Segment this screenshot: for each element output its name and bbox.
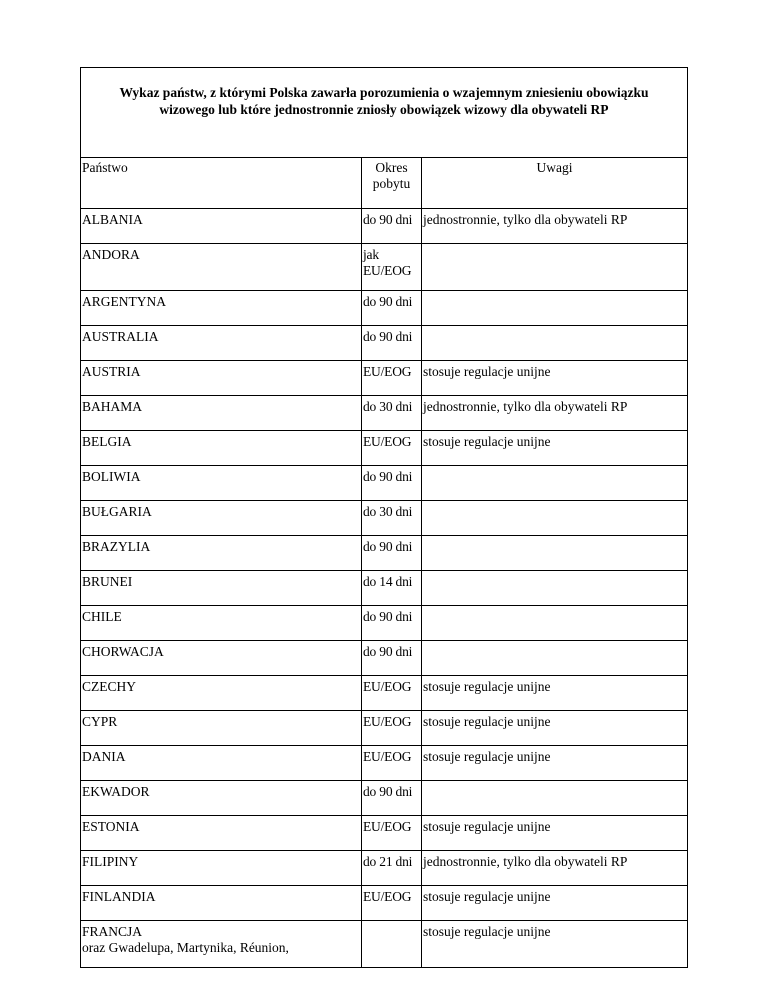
table-row — [81, 291, 688, 326]
country-name: BELGIA — [82, 434, 132, 449]
notes-cell: jednostronnie, tylko dla obywateli RP — [422, 209, 688, 244]
notes-cell — [422, 571, 688, 606]
table-row — [81, 746, 688, 781]
table-row — [81, 711, 688, 746]
title-row — [81, 68, 688, 158]
notes-cell: stosuje regulacje unijne — [422, 431, 688, 466]
country-cell — [81, 466, 362, 501]
country-cell — [81, 396, 362, 431]
table-row — [81, 886, 688, 921]
country-name: AUSTRIA — [82, 364, 141, 379]
period-cell: do 30 dni — [362, 501, 422, 536]
period-cell: EU/EOG — [362, 886, 422, 921]
country-cell — [81, 746, 362, 781]
country-cell — [81, 361, 362, 396]
table-row — [81, 244, 688, 291]
country-name: FILIPINY — [82, 854, 139, 869]
country-name: ARGENTYNA — [82, 294, 166, 309]
notes-cell: stosuje regulacje unijne — [422, 816, 688, 851]
period-cell: do 90 dni — [362, 466, 422, 501]
country-cell — [81, 606, 362, 641]
notes-cell — [422, 536, 688, 571]
country-cell — [81, 209, 362, 244]
notes-cell: jednostronnie, tylko dla obywateli RP — [422, 396, 688, 431]
country-name: ESTONIA — [82, 819, 140, 834]
notes-cell — [422, 291, 688, 326]
notes-cell: stosuje regulacje unijne — [422, 676, 688, 711]
notes-cell — [422, 641, 688, 676]
country-name: ANDORA — [82, 247, 140, 262]
country-name: AUSTRALIA — [82, 329, 159, 344]
country-cell — [81, 781, 362, 816]
table-row — [81, 606, 688, 641]
notes-cell: stosuje regulacje unijne — [422, 921, 688, 968]
country-cell — [81, 244, 362, 291]
country-sub-note: oraz Gwadelupa, Martynika, Réunion, — [82, 940, 289, 955]
country-cell — [81, 571, 362, 606]
period-cell: do 90 dni — [362, 291, 422, 326]
period-cell: do 14 dni — [362, 571, 422, 606]
period-cell: EU/EOG — [362, 816, 422, 851]
country-cell — [81, 326, 362, 361]
country-name: ALBANIA — [82, 212, 143, 227]
notes-cell — [422, 606, 688, 641]
period-cell: do 90 dni — [362, 606, 422, 641]
notes-cell — [422, 781, 688, 816]
table-row — [81, 921, 688, 968]
header-period: Okres pobytu — [362, 158, 422, 209]
period-cell: do 90 dni — [362, 326, 422, 361]
notes-cell: stosuje regulacje unijne — [422, 711, 688, 746]
table-row — [81, 571, 688, 606]
notes-cell: stosuje regulacje unijne — [422, 361, 688, 396]
country-name: BUŁGARIA — [82, 504, 152, 519]
period-cell: EU/EOG — [362, 676, 422, 711]
notes-cell: stosuje regulacje unijne — [422, 746, 688, 781]
period-cell: EU/EOG — [362, 361, 422, 396]
country-name: CHILE — [82, 609, 122, 624]
country-cell — [81, 816, 362, 851]
country-name: BRUNEI — [82, 574, 133, 589]
country-name: DANIA — [82, 749, 126, 764]
country-cell — [81, 291, 362, 326]
header-notes: Uwagi — [422, 158, 688, 209]
period-cell: do 90 dni — [362, 536, 422, 571]
period-cell: do 90 dni — [362, 781, 422, 816]
country-cell — [81, 711, 362, 746]
header-country: Państwo — [81, 158, 362, 209]
period-cell: EU/EOG — [362, 746, 422, 781]
period-cell: do 21 dni — [362, 851, 422, 886]
period-cell — [362, 921, 422, 968]
table-row — [81, 431, 688, 466]
table-row — [81, 816, 688, 851]
country-name: BAHAMA — [82, 399, 143, 414]
notes-cell — [422, 466, 688, 501]
notes-cell — [422, 501, 688, 536]
country-name: BRAZYLIA — [82, 539, 151, 554]
country-cell — [81, 501, 362, 536]
table-row — [81, 641, 688, 676]
country-name: EKWADOR — [82, 784, 150, 799]
country-cell — [81, 921, 362, 968]
country-name: BOLIWIA — [82, 469, 141, 484]
period-cell: do 90 dni — [362, 641, 422, 676]
country-cell — [81, 886, 362, 921]
period-cell: EU/EOG — [362, 431, 422, 466]
table-row — [81, 536, 688, 571]
table-row — [81, 361, 688, 396]
period-cell: EU/EOG — [362, 711, 422, 746]
table-row — [81, 326, 688, 361]
country-cell — [81, 676, 362, 711]
country-cell — [81, 536, 362, 571]
country-cell — [81, 851, 362, 886]
table-row — [81, 676, 688, 711]
table-row — [81, 396, 688, 431]
country-name: CZECHY — [82, 679, 136, 694]
document-title: Wykaz państw, z którymi Polska zawarła porozumienia o wzajemnym zniesieniu obowiązku wizowego lub które jednostronnie zniosły obowiązek wizowy dla obywateli RP — [81, 68, 688, 158]
notes-cell: jednostronnie, tylko dla obywateli RP — [422, 851, 688, 886]
notes-cell: stosuje regulacje unijne — [422, 886, 688, 921]
period-cell: do 30 dni — [362, 396, 422, 431]
period-cell: do 90 dni — [362, 209, 422, 244]
country-name: CYPR — [82, 714, 118, 729]
table-row — [81, 501, 688, 536]
notes-cell — [422, 326, 688, 361]
country-name: CHORWACJA — [82, 644, 164, 659]
country-cell — [81, 431, 362, 466]
table-row — [81, 851, 688, 886]
header-row — [81, 158, 688, 209]
period-cell: jak EU/EOG — [362, 244, 422, 291]
table-row — [81, 781, 688, 816]
visa-table — [80, 67, 688, 968]
country-name: FRANCJA — [82, 924, 143, 939]
table-row — [81, 466, 688, 501]
country-name: FINLANDIA — [82, 889, 156, 904]
table-row — [81, 209, 688, 244]
notes-cell — [422, 244, 688, 291]
country-cell — [81, 641, 362, 676]
